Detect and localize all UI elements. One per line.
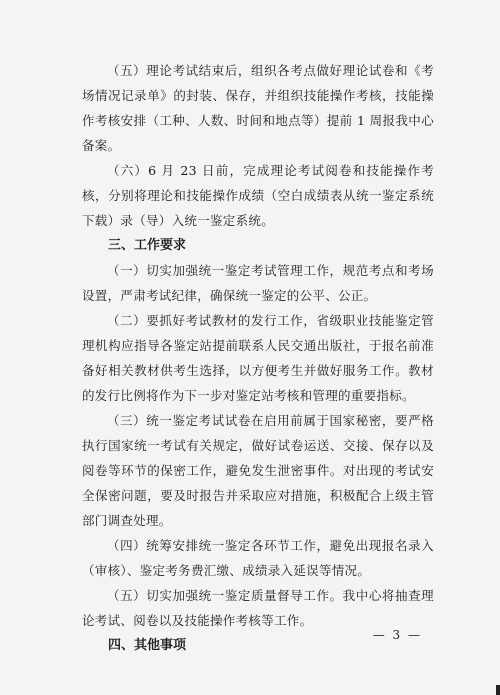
section-heading-other-matters: 四、其他事项 — [108, 638, 187, 653]
page-number: — 3 — — [372, 628, 422, 642]
section-heading-work-requirements: 三、工作要求 — [108, 238, 187, 253]
requirement-4: （四）统筹安排统一鉴定各环节工作，避免出现报名录入（审核）、鉴定考务费汇缴、成绩录入延误等情况。 — [82, 538, 434, 578]
requirement-1: （一）切实加强统一鉴定考试管理工作，规范考点和考场设置，严肃考试纪律，确保统一鉴定的公平、公正。 — [82, 263, 434, 303]
paragraph-5-exam-sealing: （五）理论考试结束后，组织各考点做好理论试卷和《考场情况记录单》的封装、保存，并组织技能操作考核，技能操作考核安排（工种、人数、时间和地点等）提前 1 周报我中心备案。 — [82, 63, 434, 153]
requirement-2: （二）要抓好考试教材的发行工作，省级职业技能鉴定管理机构应指导各鉴定站提前联系人民交通出版社，于报名前准备好相关教材供考生选择，以方便考生并做好服务工作。教材的发行比例将作为下一步对鉴定站考核和管理的重要指标。 — [82, 313, 434, 403]
paragraph-6-grading: （六）6 月 23 日前，完成理论考试阅卷和技能操作考核，分别将理论和技能操作成绩（空白成绩表从统一鉴定系统下载）录（导）入统一鉴定系统。 — [82, 163, 434, 228]
document-body — [82, 58, 434, 658]
requirement-3: （三）统一鉴定考试试卷在启用前属于国家秘密，要严格执行国家统一考试有关规定，做好试卷运送、交接、保存以及阅卷等环节的保密工作，避免发生泄密事件。对出现的考试安全保密问题，要及时报告并采取应对措施，积极配合上级主管部门调查处理。 — [82, 413, 434, 528]
requirement-5: （五）切实加强统一鉴定质量督导工作。我中心将抽查理论考试、阅卷以及技能操作考核等工作。 — [82, 588, 434, 628]
scan-edge-mark — [496, 685, 500, 695]
